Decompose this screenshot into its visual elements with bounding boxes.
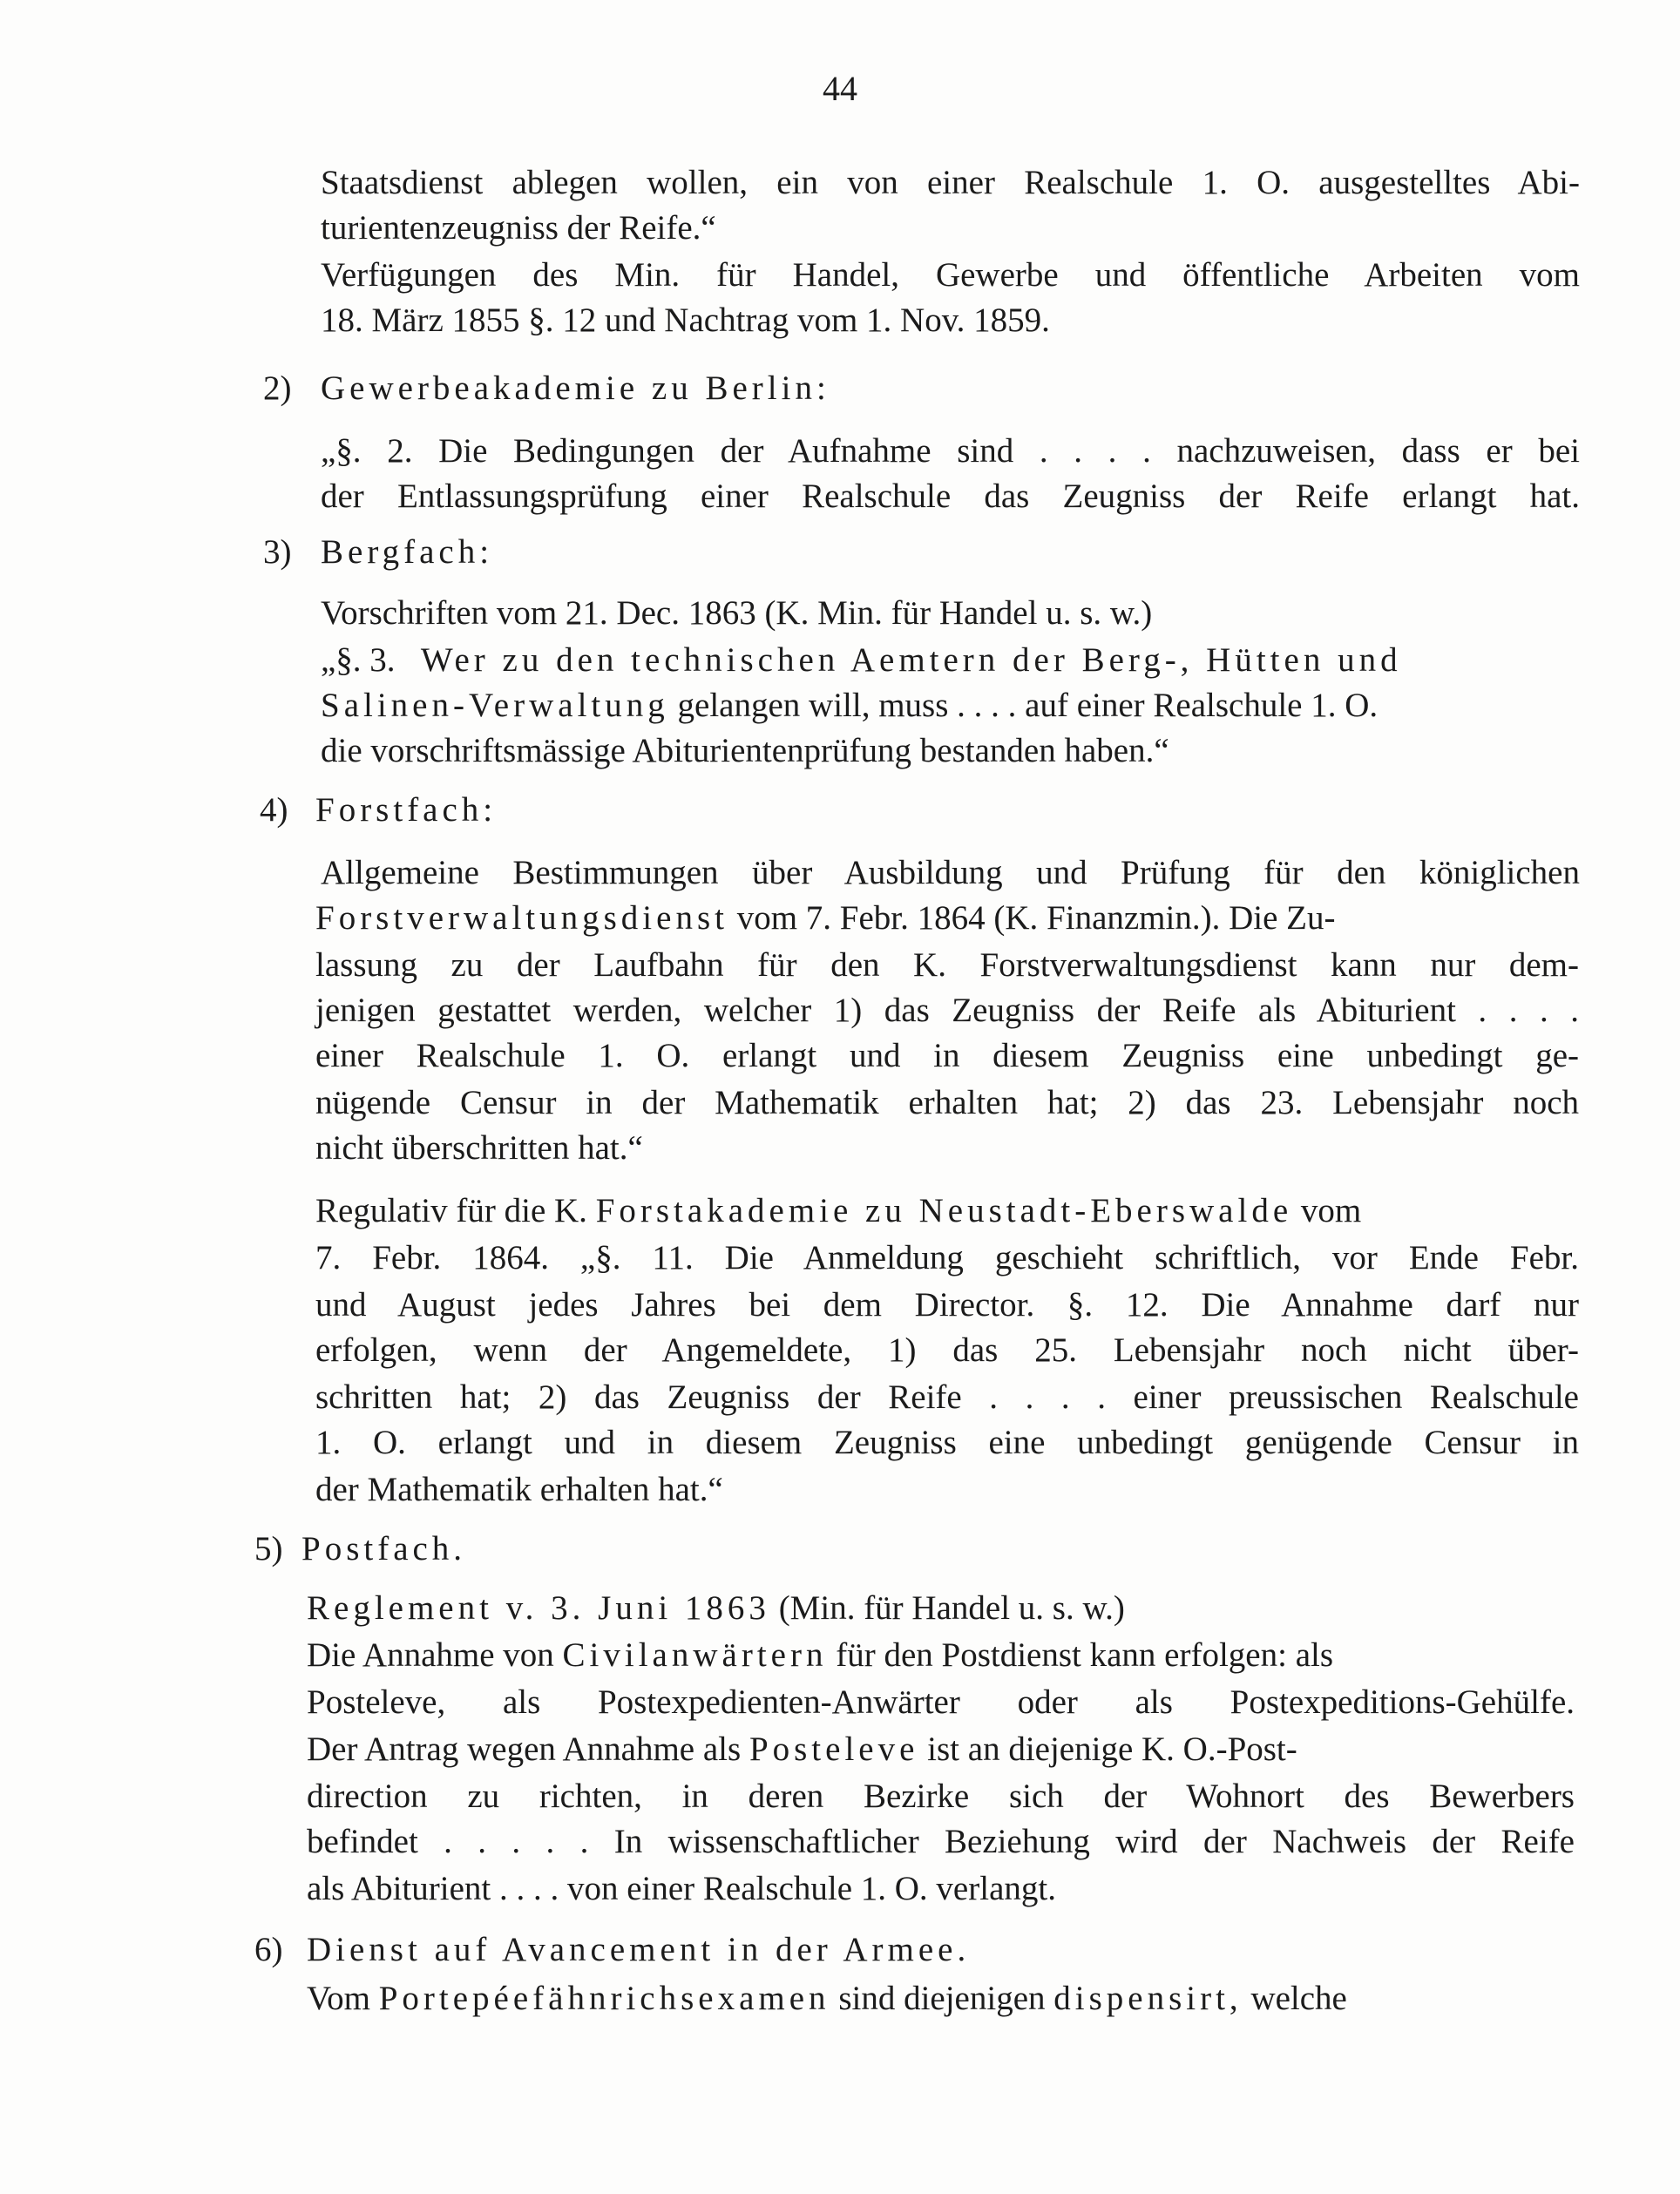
section-line: direction zu richten, in deren Bezirke sich der Wohnort des Bewerbers — [307, 1778, 1575, 1815]
paragraph-marker: „§. 3. — [321, 641, 396, 679]
section-number: 5) — [254, 1530, 283, 1568]
section-heading: Postfach. — [301, 1530, 467, 1568]
section-line: und August jedes Jahres bei dem Director. §. 12. Die Annahme darf nur — [315, 1286, 1579, 1324]
section-line: befindet . . . . . In wissenschaftlicher Beziehung wird der Nachweis der Reife — [307, 1823, 1575, 1860]
spaced-text: Portepéefähnrichsexamen — [378, 1980, 830, 2017]
section-line — [307, 1591, 1125, 1625]
plain-text: ist an diejenige K. O.-Post- — [927, 1730, 1297, 1768]
page-number: 44 — [823, 69, 857, 108]
plain-text: vom — [1300, 1192, 1362, 1229]
section-heading: Forstfach: — [315, 791, 498, 829]
spaced-text: Reglement v. 3. Juni 1863 — [307, 1589, 770, 1627]
section-line: nügende Censur in der Mathematik erhalten hat; 2) das 23. Lebensjahr noch — [315, 1084, 1579, 1121]
plain-text: Regulativ für die K. — [315, 1192, 587, 1229]
section-line: der Mathematik erhalten hat.“ — [315, 1471, 723, 1508]
section-line: schritten hat; 2) das Zeugniss der Reife . . . . einer preussischen Realschule — [315, 1378, 1579, 1416]
spaced-text: Wer zu den technischen Aemtern der Berg-, Hütten und — [420, 641, 1402, 679]
intro-line: Verfügungen des Min. für Handel, Gewerbe und öffentliche Arbeiten vom — [321, 256, 1580, 294]
section-number: 3) — [263, 533, 292, 571]
section-line: jenigen gestattet werden, welcher 1) das Zeugniss der Reife als Abiturient . . . . — [315, 992, 1579, 1029]
plain-text: (Min. für Handel u. s. w.) — [778, 1589, 1125, 1627]
section-line: 7. Febr. 1864. „§. 11. Die Anmeldung geschieht schriftlich, vor Ende Febr. — [315, 1239, 1579, 1276]
section-line: Allgemeine Bestimmungen über Ausbildung und Prüfung für den königlichen — [321, 854, 1580, 891]
section-line: als Abiturient . . . . von einer Realschule 1. O. verlangt. — [307, 1870, 1056, 1907]
spaced-text: Posteleve — [749, 1730, 919, 1768]
spaced-text: dispensirt, — [1053, 1980, 1243, 2017]
spaced-text: Forstakademie zu Neustadt-Eberswalde — [595, 1192, 1293, 1229]
section-number: 4) — [260, 791, 288, 829]
plain-text: Vom — [307, 1980, 370, 2017]
plain-text: welche — [1250, 1980, 1347, 2017]
section-line — [315, 901, 1335, 935]
intro-line: 18. März 1855 §. 12 und Nachtrag vom 1. Nov. 1859. — [321, 301, 1050, 339]
plain-text: sind diejenigen — [838, 1980, 1046, 2017]
section-line: einer Realschule 1. O. erlangt und in diesem Zeugniss eine unbedingt ge- — [315, 1037, 1579, 1074]
section-line: Posteleve, als Postexpedienten-Anwärter oder als Postexpeditions-Gehülfe. — [307, 1683, 1575, 1721]
section-line: Vorschriften vom 21. Dec. 1863 (K. Min. für Handel u. s. w.) — [321, 594, 1153, 632]
plain-text: Die Annahme von — [307, 1636, 554, 1674]
spaced-text: Forstverwaltungsdienst — [315, 899, 728, 937]
plain-text: vom 7. Febr. 1864 (K. Finanzmin.). Die Zu- — [736, 899, 1336, 937]
section-line — [321, 643, 1402, 677]
section-line: der Entlassungsprüfung einer Realschule das Zeugniss der Reife erlangt hat. — [321, 477, 1580, 515]
section-line: „§. 2. Die Bedingungen der Aufnahme sind . . . . nachzuweisen, dass er bei — [321, 432, 1580, 470]
section-number: 6) — [254, 1931, 283, 1968]
section-line — [321, 688, 1378, 722]
plain-text: gelangen will, muss . . . . auf einer Realschule 1. O. — [677, 687, 1379, 724]
spaced-text: Salinen-Verwaltung — [321, 687, 669, 724]
spaced-text: Civilanwärtern — [562, 1636, 828, 1674]
section-line — [315, 1194, 1361, 1228]
section-line — [307, 1981, 1347, 2015]
section-line: lassung zu der Laufbahn für den K. Forstverwaltungsdienst kann nur dem- — [315, 946, 1579, 984]
section-line — [307, 1732, 1297, 1766]
section-heading: Gewerbeakademie zu Berlin: — [321, 369, 830, 407]
section-heading: Bergfach: — [321, 533, 494, 571]
plain-text: Der Antrag wegen Annahme als — [307, 1730, 742, 1768]
section-heading: Dienst auf Avancement in der Armee. — [307, 1931, 971, 1968]
section-number: 2) — [263, 369, 292, 407]
section-line: erfolgen, wenn der Angemeldete, 1) das 25. Lebensjahr noch nicht über- — [315, 1331, 1579, 1369]
section-line: 1. O. erlangt und in diesem Zeugniss eine unbedingt genügende Censur in — [315, 1424, 1579, 1461]
intro-line: turientenzeugniss der Reife.“ — [321, 209, 716, 247]
section-line — [307, 1638, 1333, 1672]
intro-line: Staatsdienst ablegen wollen, ein von einer Realschule 1. O. ausgestelltes Abi- — [321, 164, 1580, 201]
section-line: die vorschriftsmässige Abiturientenprüfung bestanden haben.“ — [321, 732, 1169, 769]
section-line: nicht überschritten hat.“ — [315, 1129, 643, 1167]
plain-text: für den Postdienst kann erfolgen: als — [836, 1636, 1334, 1674]
